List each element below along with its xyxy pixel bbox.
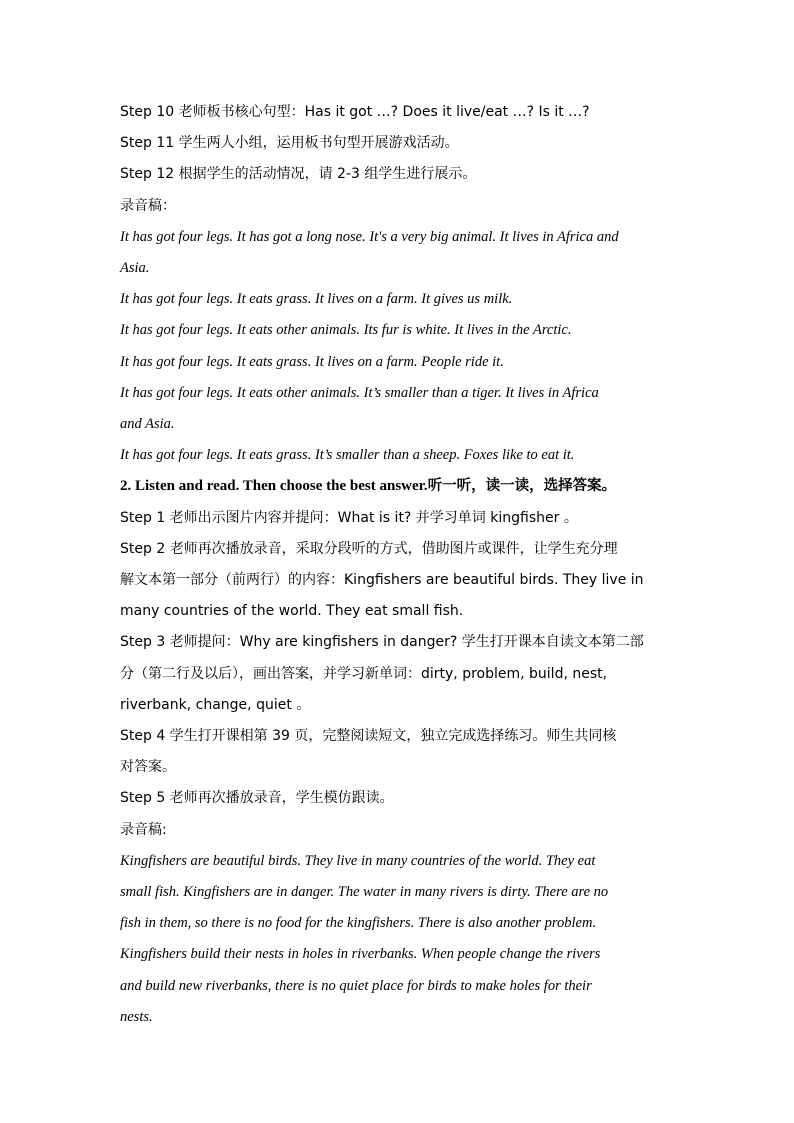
transcript-line: It has got four legs. It eats other animals. It’s smaller than a tiger. It lives in Africa — [120, 384, 599, 401]
document-page — [120, 97, 680, 1033]
transcript-line: It has got four legs. It eats grass. It lives on a farm. It gives us milk. — [120, 291, 513, 308]
transcript-line: nests. — [120, 1008, 153, 1025]
transcript-line: and Asia. — [120, 416, 175, 433]
step-12: Step 12 根据学生的活动情况，请 2-3 组学生进行展示。 — [120, 166, 477, 183]
transcript-line: Kingfishers build their nests in holes in riverbanks. When people change the rivers — [120, 946, 601, 963]
step-2-cont: many countries of the world. They eat small fish. — [120, 603, 464, 620]
step-3: Step 3 老师提问：Why are kingfishers in danger? 学生打开课本自读文本第二部 — [120, 634, 644, 651]
transcript-line: fish in them, so there is no food for the kingfishers. There is also another problem. — [120, 915, 597, 932]
section-heading-cn: 听一听，读一读，选择答案。 — [427, 478, 617, 495]
step-4-cont: 对答案。 — [120, 759, 176, 776]
transcript-line: It has got four legs. It eats grass. It lives on a farm. People ride it. — [120, 353, 504, 370]
transcript-line: It has got four legs. It has got a long nose. It's a very big animal. It lives in Africa and — [120, 228, 619, 245]
transcript-line: Asia. — [120, 260, 150, 277]
transcript-line: and build new riverbanks, there is no quiet place for birds to make holes for their — [120, 977, 592, 994]
step-5: Step 5 老师再次播放录音，学生模仿跟读。 — [120, 790, 394, 807]
step-10: Step 10 老师板书核心句型：Has it got …? Does it live/eat …? Is it …? — [120, 104, 590, 120]
step-11: Step 11 学生两人小组，运用板书句型开展游戏活动。 — [120, 135, 459, 152]
step-1: Step 1 老师出示图片内容并提问：What is it? 并学习单词 kingfisher 。 — [120, 509, 578, 526]
step-3-cont: 分（第二行及以后），画出答案，并学习新单词：dirty, problem, build, nest, — [120, 665, 608, 682]
step-2-cont: 解文本第一部分（前两行）的内容：Kingfishers are beautiful birds. They live in — [120, 572, 644, 589]
section-heading-en: 2. Listen and read. Then choose the best answer. — [120, 478, 428, 495]
step-2: Step 2 老师再次播放录音，采取分段听的方式，借助图片或课件，让学生充分理 — [120, 540, 618, 557]
transcript-line: Kingfishers are beautiful birds. They live in many countries of the world. They eat — [120, 852, 596, 869]
transcript-line: small fish. Kingfishers are in danger. The water in many rivers is dirty. There are no — [120, 884, 609, 901]
transcript-label: 录音稿： — [120, 197, 176, 214]
step-3-cont: riverbank, change, quiet 。 — [120, 696, 311, 713]
transcript-line: It has got four legs. It eats grass. It’s smaller than a sheep. Foxes like to eat it. — [120, 447, 575, 464]
section-heading — [120, 471, 680, 502]
transcript-label: 录音稿: — [120, 821, 167, 838]
step-4: Step 4 学生打开课相第 39 页，完整阅读短文，独立完成选择练习。师生共同核 — [120, 728, 617, 745]
transcript-line: It has got four legs. It eats other animals. Its fur is white. It lives in the Arctic. — [120, 322, 572, 339]
